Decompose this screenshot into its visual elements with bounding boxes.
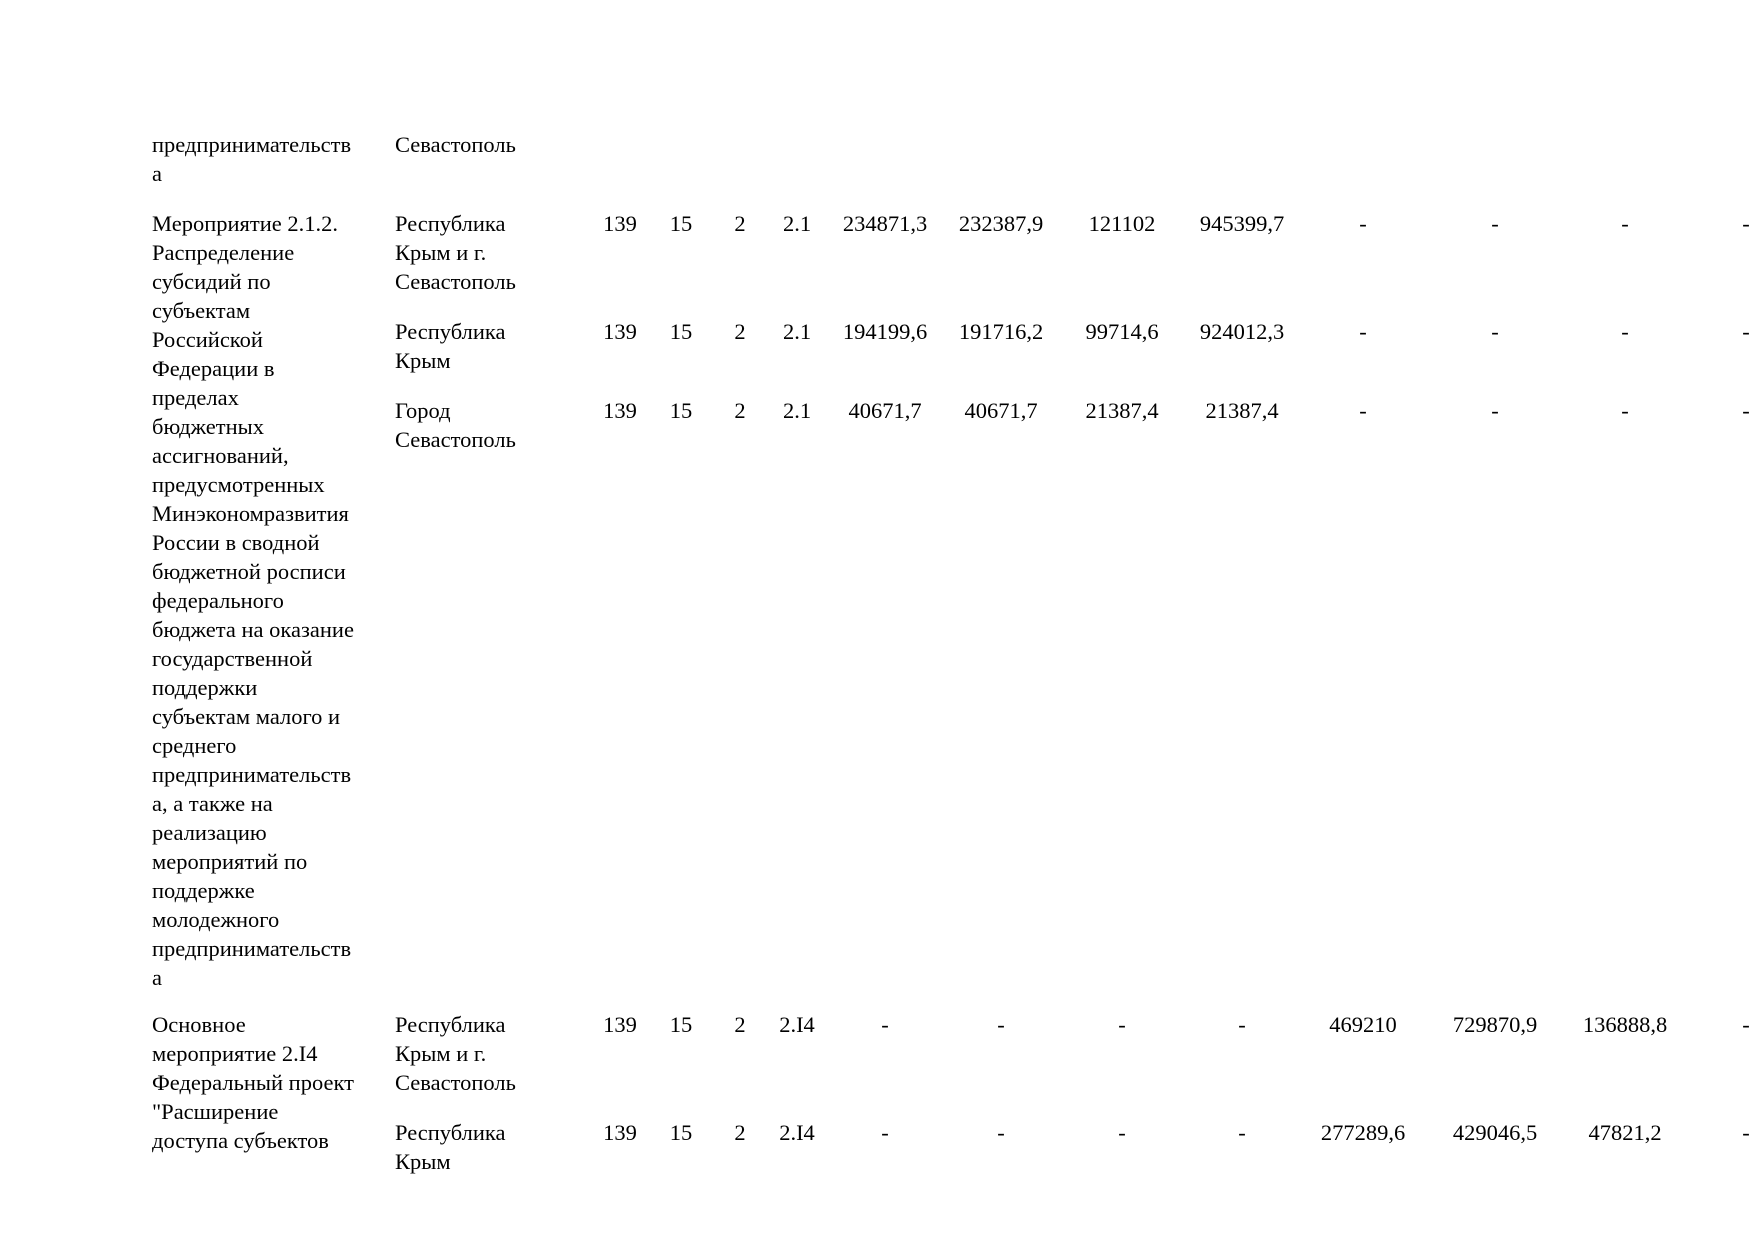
table-cell: -	[1742, 398, 1750, 423]
activity-description-line: государственной	[152, 646, 313, 671]
table-cell: -	[1118, 1120, 1126, 1145]
table-cell: 469210	[1329, 1012, 1397, 1037]
activity-description-line: а	[152, 161, 162, 186]
activity-description-line: пределах	[152, 385, 239, 410]
activity-description-line: субъектам	[152, 298, 251, 323]
region-name-line: Республика	[395, 1120, 506, 1145]
table-cell: 194199,6	[842, 319, 928, 344]
table-cell: -	[1742, 211, 1750, 236]
table-cell: 136888,8	[1582, 1012, 1668, 1037]
table-cell: 2.1	[782, 211, 812, 236]
table-cell: 2	[734, 1120, 746, 1145]
activity-description-line: реализацию	[152, 820, 267, 845]
table-cell: 2	[734, 211, 746, 236]
table-cell: -	[1742, 1012, 1750, 1037]
activity-description-line: Федеральный проект	[152, 1070, 354, 1095]
table-cell: 945399,7	[1199, 211, 1285, 236]
table-cell: 729870,9	[1452, 1012, 1538, 1037]
table-cell: 139	[603, 1120, 637, 1145]
activity-description-line: "Расширение	[152, 1099, 279, 1124]
table-cell: 2	[734, 398, 746, 423]
activity-description-line: Федерации в	[152, 356, 275, 381]
activity-description-line: мероприятий по	[152, 849, 308, 874]
table-cell: 277289,6	[1320, 1120, 1406, 1145]
table-cell: 15	[669, 1012, 693, 1037]
table-cell: -	[1742, 319, 1750, 344]
table-cell: -	[1621, 398, 1629, 423]
region-name-line: Республика	[395, 319, 506, 344]
table-cell: 21387,4	[1205, 398, 1279, 423]
table-cell: 2	[734, 319, 746, 344]
table-cell: 15	[669, 398, 693, 423]
table-cell: -	[1491, 398, 1499, 423]
activity-description-line: предпринимательств	[152, 132, 352, 157]
table-cell: 139	[603, 211, 637, 236]
table-cell: -	[1359, 211, 1367, 236]
activity-description-line: федерального	[152, 588, 284, 613]
activity-description-line: а	[152, 965, 162, 990]
table-cell: 2	[734, 1012, 746, 1037]
table-cell: -	[1238, 1120, 1246, 1145]
region-name-line: Республика	[395, 1012, 506, 1037]
table-cell: -	[881, 1120, 889, 1145]
table-cell: 2.I4	[779, 1120, 815, 1145]
table-cell: 2.I4	[779, 1012, 815, 1037]
table-cell: 40671,7	[848, 398, 922, 423]
table-cell: 2.1	[782, 398, 812, 423]
table-cell: 40671,7	[964, 398, 1038, 423]
activity-description-line: субъектам малого и	[152, 704, 341, 729]
table-cell: 15	[669, 1120, 693, 1145]
activity-description-line: поддержки	[152, 675, 258, 700]
table-cell: 99714,6	[1085, 319, 1159, 344]
activity-description-line: Основное	[152, 1012, 246, 1037]
table-cell: 121102	[1088, 211, 1156, 236]
region-name-line: Севастополь	[395, 1070, 516, 1095]
region-name-line: Севастополь	[395, 269, 516, 294]
activity-description-line: доступа субъектов	[152, 1128, 329, 1153]
table-cell: -	[1621, 211, 1629, 236]
table-cell: 139	[603, 1012, 637, 1037]
table-cell: 924012,3	[1199, 319, 1285, 344]
activity-description-line: бюджетной росписи	[152, 559, 346, 584]
activity-description-line: России в сводной	[152, 530, 320, 555]
activity-description-line: Российской	[152, 327, 263, 352]
table-cell: -	[1491, 211, 1499, 236]
activity-description-line: Распределение	[152, 240, 295, 265]
activity-description-line: мероприятие 2.I4	[152, 1041, 318, 1066]
table-cell: -	[1359, 398, 1367, 423]
activity-description-line: поддержке	[152, 878, 255, 903]
activity-description-line: среднего	[152, 733, 237, 758]
table-cell: 139	[603, 319, 637, 344]
table-cell: -	[881, 1012, 889, 1037]
region-name-line: Город	[395, 398, 451, 423]
table-cell: 191716,2	[958, 319, 1044, 344]
activity-description-line: предусмотренных	[152, 472, 325, 497]
activity-description-line: ассигнований,	[152, 443, 289, 468]
activity-description-line: бюджета на оказание	[152, 617, 354, 642]
table-cell: -	[1621, 319, 1629, 344]
activity-description-line: субсидий по	[152, 269, 271, 294]
table-cell: -	[997, 1120, 1005, 1145]
table-cell: -	[1238, 1012, 1246, 1037]
region-name-line: Севастополь	[395, 132, 516, 157]
table-cell: 429046,5	[1452, 1120, 1538, 1145]
activity-description-line: а, а также на	[152, 791, 273, 816]
table-cell: -	[1118, 1012, 1126, 1037]
activity-description-line: молодежного	[152, 907, 280, 932]
activity-description-line: предпринимательств	[152, 936, 352, 961]
region-name-line: Крым и г.	[395, 1041, 487, 1066]
table-cell: -	[1359, 319, 1367, 344]
table-cell: 15	[669, 211, 693, 236]
table-cell: 232387,9	[958, 211, 1044, 236]
table-cell: 21387,4	[1085, 398, 1159, 423]
region-name-line: Крым	[395, 348, 451, 373]
region-name-line: Республика	[395, 211, 506, 236]
region-name-line: Крым	[395, 1149, 451, 1174]
region-name-line: Крым и г.	[395, 240, 487, 265]
table-cell: -	[997, 1012, 1005, 1037]
table-cell: 139	[603, 398, 637, 423]
activity-description-line: бюджетных	[152, 414, 265, 439]
table-cell: -	[1742, 1120, 1750, 1145]
activity-description-line: Мероприятие 2.1.2.	[152, 211, 338, 236]
table-cell: 2.1	[782, 319, 812, 344]
activity-description-line: Минэкономразвития	[152, 501, 349, 526]
region-name-line: Севастополь	[395, 427, 516, 452]
table-cell: 234871,3	[842, 211, 928, 236]
table-cell: 47821,2	[1588, 1120, 1662, 1145]
activity-description-line: предпринимательств	[152, 762, 352, 787]
table-cell: -	[1491, 319, 1499, 344]
table-cell: 15	[669, 319, 693, 344]
